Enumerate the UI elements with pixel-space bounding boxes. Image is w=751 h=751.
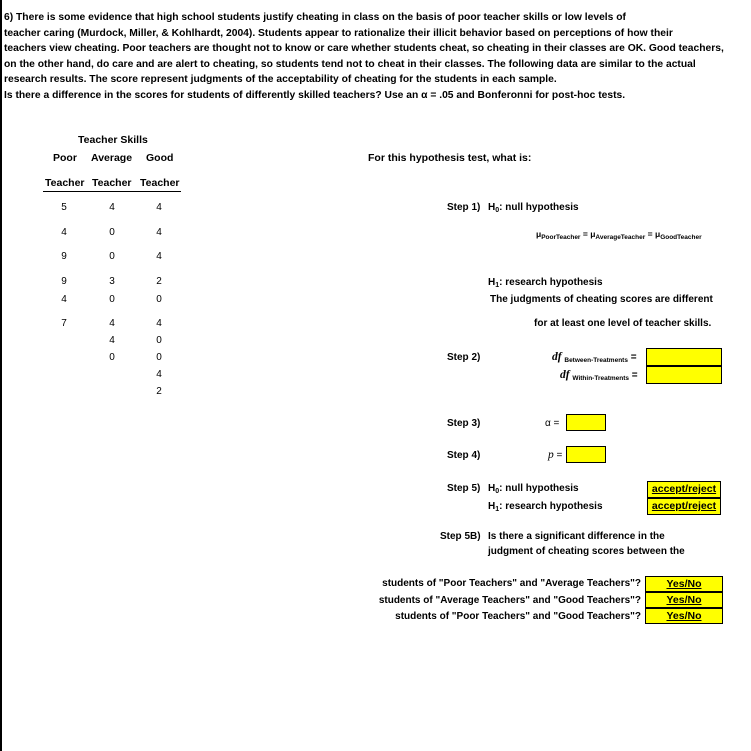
step5b-line2: judgment of cheating scores between the [488,546,685,557]
df-within-input[interactable] [646,366,722,384]
intro-line: on the other hand, do care and are alert to cheating, so students tend not to cheat in their classes. The following data are similar to the actual [4,58,696,70]
df-between-label: df $_{Between-Treatments}$ = [552,351,637,364]
step3-label: Step 3) [447,418,481,429]
step5b-label: Step 5B) [440,531,481,542]
average-cell: 4 [109,318,115,329]
average-cell: 0 [109,294,115,305]
left-border [0,0,2,751]
poor-cell: 9 [61,251,67,262]
comparison-average-good: students of "Average Teachers" and "Good Teachers"? [378,595,641,606]
question-heading: For this hypothesis test, what is: [368,152,532,164]
step1-h1: $H_1$: research hypothesis [488,277,603,289]
col-bottom-average: Teacher [92,177,132,189]
average-cell: 0 [109,251,115,262]
average-cell: 0 [109,227,115,238]
step5-h1: $H_1$: research hypothesis [488,501,603,513]
col-bottom-good: Teacher [140,177,180,189]
good-cell: 2 [156,386,162,397]
average-cell: 0 [109,352,115,363]
df-between-input[interactable] [646,348,722,366]
good-cell: 2 [156,276,162,287]
table-group-title: Teacher Skills [78,134,148,146]
good-cell: 4 [156,227,162,238]
h1-decision-box[interactable]: accept/reject [647,498,721,515]
comparison-poor-average: students of "Poor Teachers" and "Average Teachers"? [382,578,641,589]
poor-cell: 9 [61,276,67,287]
alpha-label: α = [545,418,560,429]
col-bottom-poor: Teacher [45,177,85,189]
good-cell: 4 [156,369,162,380]
comparison-poor-good: students of "Poor Teachers" and "Good Teachers"? [395,611,641,622]
step5-h0: $H_0$: null hypothesis [488,483,579,495]
average-cell: 4 [109,335,115,346]
intro-line: teacher caring (Murdock, Miller, & Kohlhardt, 2004). Students appear to rationalize their illicit behavior based on perceptions of how their [4,27,673,39]
null-hypothesis-equation: $\mu_{PoorTeacher} = \mu_{AverageTeacher} = \mu_{GoodTeacher}$ [536,229,702,241]
p-label: p = [548,449,563,461]
p-value-input[interactable] [566,446,606,463]
average-good-answer-box[interactable]: Yes/No [645,592,723,608]
step1-label: Step 1) [447,202,481,213]
col-top-average: Average [91,152,133,164]
step4-label: Step 4) [447,450,481,461]
header-underline [43,191,181,192]
h0-decision-box[interactable]: accept/reject [647,481,721,498]
poor-cell: 4 [61,294,67,305]
alpha-input[interactable] [566,414,606,431]
intro-line: Is there a difference in the scores for students of differently skilled teachers? Use an α = .05 and Bonferonni for post-hoc tests. [4,89,626,101]
good-cell: 0 [156,335,162,346]
poor-good-answer-box[interactable]: Yes/No [645,608,723,624]
step2-label: Step 2) [447,352,481,363]
poor-cell: 7 [61,318,67,329]
step5-label: Step 5) [447,483,481,494]
good-cell: 4 [156,318,162,329]
step1-h0: $H_0$: null hypothesis [488,202,579,214]
research-hypothesis-line2: for at least one level of teacher skills. [534,318,712,329]
intro-line: teachers view cheating. Poor teachers are thought not to know or care whether students cheat, so cheating in their classes are OK. Good teachers, [4,43,724,55]
good-cell: 0 [156,352,162,363]
poor-average-answer-box[interactable]: Yes/No [645,576,723,592]
df-within-label: df $_{Within-Treatments}$ = [560,369,638,382]
good-cell: 4 [156,202,162,213]
intro-line: 6) There is some evidence that high school students justify cheating in class on the basis of poor teacher skills or low levels of [4,12,626,23]
good-cell: 0 [156,294,162,305]
intro-line: research results. The score represent judgments of the acceptability of cheating for the students in each sample. [4,74,557,86]
average-cell: 3 [109,276,115,287]
col-top-good: Good [146,152,174,164]
problem-statement [4,10,744,104]
good-cell: 4 [156,251,162,262]
col-top-poor: Poor [53,152,77,164]
average-cell: 4 [109,202,115,213]
step5b-line1: Is there a significant difference in the [488,531,665,542]
poor-cell: 4 [61,227,67,238]
poor-cell: 5 [61,202,67,213]
research-hypothesis-line1: The judgments of cheating scores are different [490,294,713,305]
